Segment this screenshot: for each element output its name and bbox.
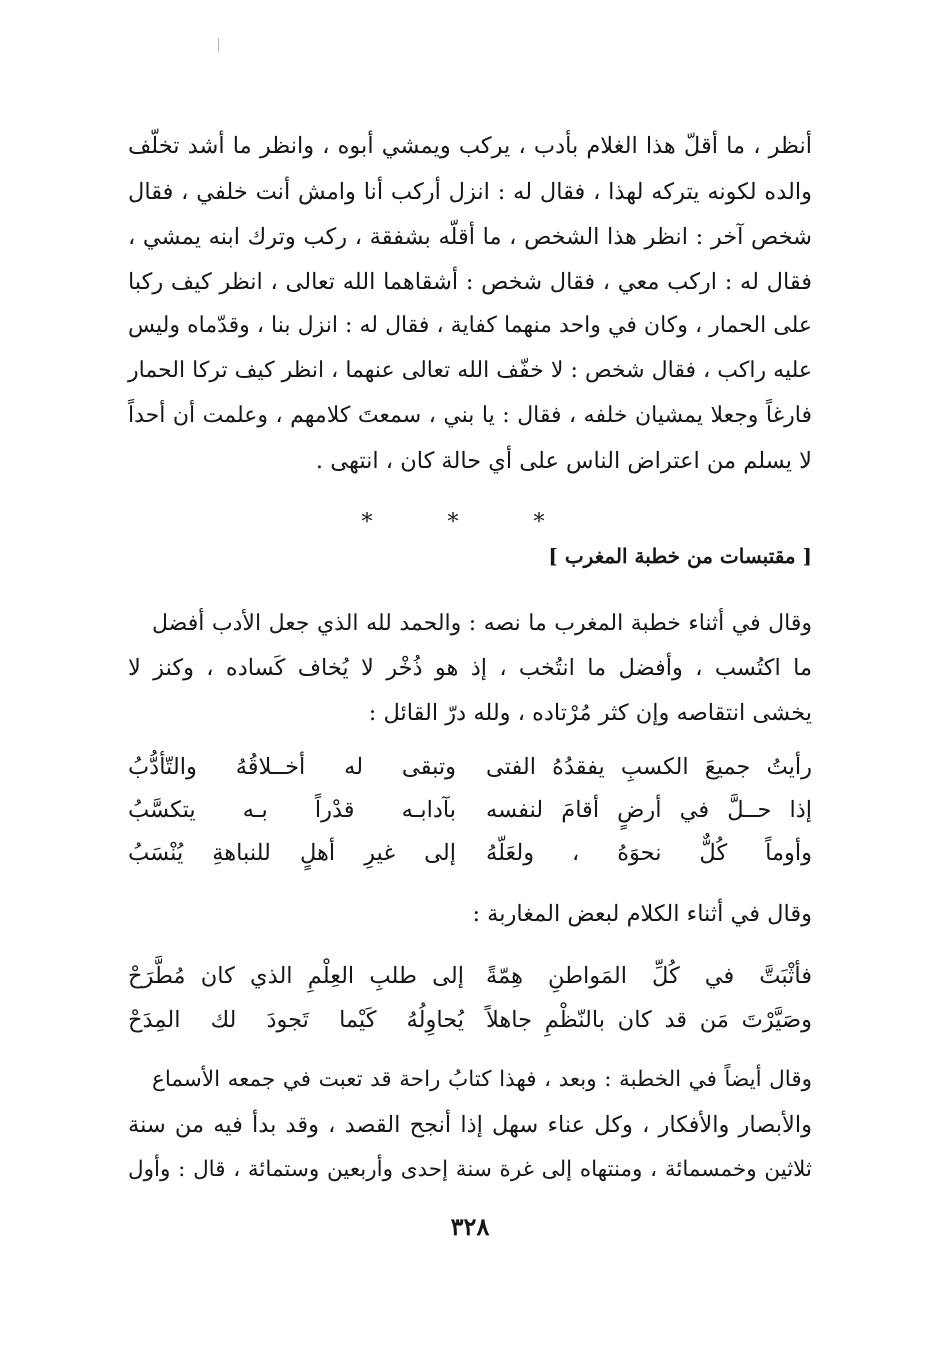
text-line: على الحمار ، وكان في واحد منهما كفاية ، فقال له : انزل بنا ، وقدّماه وليس — [128, 313, 812, 338]
verse-first-hemistich: وصَيَّرْتَ مَن قد كان بالنّظْمِ جاهلاً — [486, 1007, 812, 1033]
text-line: أنظر ، ما أقلّ هذا الغلام بأدب ، يركب ويمشي أبوه ، وانظر ما أشد تخلّف — [128, 133, 812, 159]
section-heading: [ مقتبسات من خطبة المغرب ] — [548, 544, 812, 568]
text-line: وقال في أثناء خطبة المغرب ما نصه : والحمد لله الذي جعل الأدب أفضل — [152, 611, 812, 636]
poem-verse — [128, 745, 812, 789]
text-line: ثلاثين وخمسمائة ، ومنتهاه إلى غرة سنة إحدى وأربعين وستمائة ، قال : وأول — [128, 1157, 812, 1182]
verse-first-hemistich: إذا حــلَّ في أرضٍ أقامَ لنفسه — [486, 797, 812, 823]
poem-intro: وقال في أثناء الكلام لبعض المغاربة : — [472, 901, 812, 927]
text-line: عليه راكب ، فقال شخص : لا خفّف الله تعالى عنهما ، انظر كيف تركا الحمار — [128, 358, 812, 383]
text-line: فقال له : اركب معي ، فقال شخص : أشقاهما الله تعالى ، انظر كيف ركبا — [128, 269, 812, 295]
text-line: يخشى انتقاصه وإن كثر مُرْتاده ، ولله درّ القائل : — [368, 700, 812, 726]
text-line: فارغاً وجعلا يمشيان خلفه ، فقال : يا بني ، سمعتَ كلامهم ، وعلمت أن أحداً — [128, 403, 812, 428]
poem-verse — [128, 788, 812, 832]
poem-verse — [128, 954, 812, 998]
verse-second-hemistich: يُحاوِلُهُ كَيْما تَجودَ لك المِدَحْ — [128, 1007, 464, 1033]
verse-second-hemistich: إلى طلبِ العِلْمِ الذي كان مُطَّرَحْ — [128, 963, 464, 989]
text-line: لا يسلم من اعتراض الناس على أي حالة كان ، انتهى . — [315, 448, 812, 474]
text-line: والده لكونه يتركه لهذا ، فقال له : انزل أركب أنا وامش أنت خلفي ، فقال — [128, 179, 812, 205]
poem-verse — [128, 998, 812, 1042]
text-line: والأبصار والأفكار ، وكل عناء سهل إذا أنجح القصد ، وقد بدأ فيه من سنة — [128, 1112, 812, 1138]
section-separator: * * * — [361, 510, 579, 535]
verse-second-hemistich: إلى غيرِ أهلٍ للنباهةِ يُنْسَبُ — [128, 840, 456, 866]
text-line: وقال أيضاً في الخطبة : وبعد ، فهذا كتابُ راحة قد تعبت في جمعه الأسماع — [152, 1067, 812, 1092]
text-line: شخص آخر : انظر هذا الشخص ، ما أقلّه بشفقة ، ركب وترك ابنه يمشي ، — [128, 224, 812, 250]
page-number: ٣٢٨ — [450, 1212, 490, 1241]
verse-second-hemistich: وتبقى له أخــلاقُهُ والتّأدُّبُ — [128, 754, 456, 780]
verse-second-hemistich: بآدابـه قدْراً بـه يتكسَّبُ — [128, 797, 456, 823]
verse-first-hemistich: فأثْبَتَّ في كُلِّ المَواطنِ هِمّةً — [486, 963, 812, 989]
poem-verse — [128, 831, 812, 875]
verse-first-hemistich: وأوماً كُلٌّ نحوَهُ ، ولعَلّهُ — [486, 840, 812, 866]
verse-first-hemistich: رأيتُ جميعَ الكسبِ يفقدُهُ الفتى — [486, 754, 812, 780]
scan-mark — [218, 38, 219, 52]
text-line: ما اكتُسب ، وأفضل ما انتُخب ، إذ هو ذُخْر لا يُخاف كَساده ، وكنز لا — [128, 655, 812, 681]
